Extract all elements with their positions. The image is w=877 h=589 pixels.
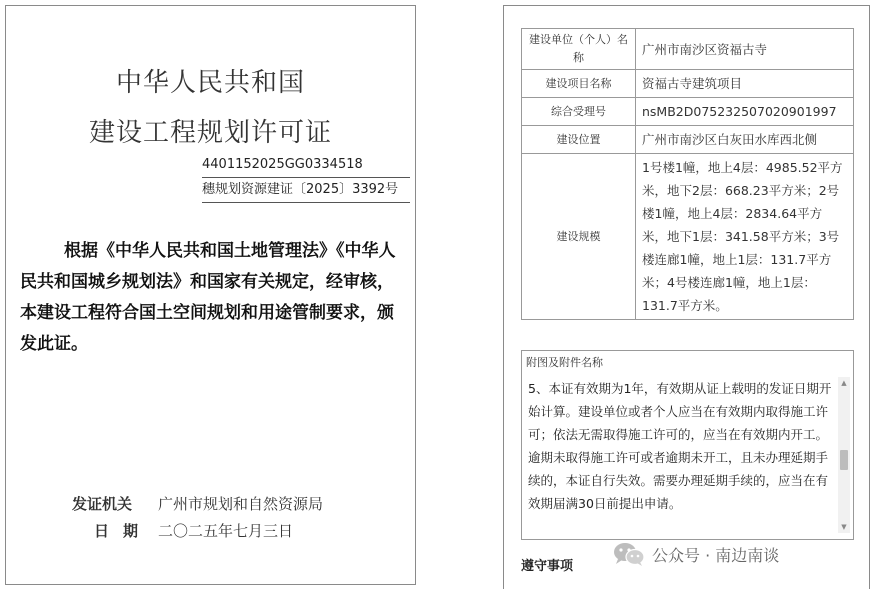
attachments-scrollbar[interactable]	[838, 377, 850, 533]
row-value: 1号楼1幢，地上4层：4985.52平方米，地下2层：668.23平方米；2号楼1幢，地上4层：2834.64平方米，地下1层：341.58平方米；3号楼连廊1幢，地上1层：131.7平方米；4号楼连廊1幢，地上1层：131.7平方米。	[636, 154, 854, 320]
wechat-icon	[612, 541, 646, 567]
scroll-up-icon[interactable]: ▲	[841, 379, 847, 387]
row-label: 建设项目名称	[522, 70, 636, 98]
attachments-text: 5、本证有效期为1年，有效期从证上载明的发证日期开始计算。建设单位或者个人应当在有效期内取得施工许可；依法无需取得施工许可的，应当在有效期内开工。逾期未取得施工许可或者逾期未开工，且未办理延期手续的，本证自行失效。需要办理延期手续的，应当在有效期届满30日前提出申请。	[528, 381, 832, 511]
scroll-down-icon[interactable]: ▼	[841, 523, 847, 531]
row-value: 资福古寺建筑项目	[636, 70, 854, 98]
table-row	[522, 98, 854, 126]
permit-left-page	[5, 5, 416, 585]
table-row	[522, 29, 854, 70]
issuer-value: 广州市规划和自然资源局	[158, 495, 324, 513]
date-label: 日期	[94, 522, 153, 540]
permit-body-text	[20, 236, 404, 360]
scroll-thumb[interactable]	[840, 450, 848, 470]
table-row	[522, 126, 854, 154]
issuer-label: 发证机关	[72, 495, 133, 513]
permit-title: 建设工程规划许可证	[88, 118, 332, 148]
row-label: 建设位置	[522, 126, 636, 154]
watermark	[612, 540, 779, 568]
date-row	[94, 520, 293, 541]
row-value: 广州市南沙区白灰田水库西北侧	[636, 126, 854, 154]
row-label: 综合受理号	[522, 98, 636, 126]
row-value: 广州市南沙区资福古寺	[636, 29, 854, 70]
attachments-title: 附图及附件名称	[526, 356, 603, 369]
attachments-box	[521, 350, 854, 540]
table-row	[522, 154, 854, 320]
permit-body-content: 根据《中华人民共和国土地管理法》《中华人民共和国城乡规划法》和国家有关规定，经审核，本建设工程符合国土空间规划和用途管制要求，颁发此证。	[20, 241, 396, 354]
permit-title-country: 中华人民共和国	[115, 68, 305, 98]
permit-code: 4401152025GG0334518	[202, 154, 410, 178]
row-value: nsMB2D075232507020901997	[636, 98, 854, 126]
permit-right-page	[503, 5, 870, 589]
permit-number: 穗规划资源建证〔2025〕3392号	[202, 179, 410, 203]
project-info-table	[521, 28, 854, 320]
issuer-row	[72, 493, 323, 514]
row-label: 建设规模	[522, 154, 636, 320]
date-value: 二〇二五年七月三日	[158, 522, 294, 540]
notice-heading: 遵守事项	[521, 559, 574, 574]
watermark-text: 公众号 · 南边南谈	[652, 545, 780, 565]
row-label: 建设单位（个人）名称	[522, 29, 636, 70]
table-row	[522, 70, 854, 98]
